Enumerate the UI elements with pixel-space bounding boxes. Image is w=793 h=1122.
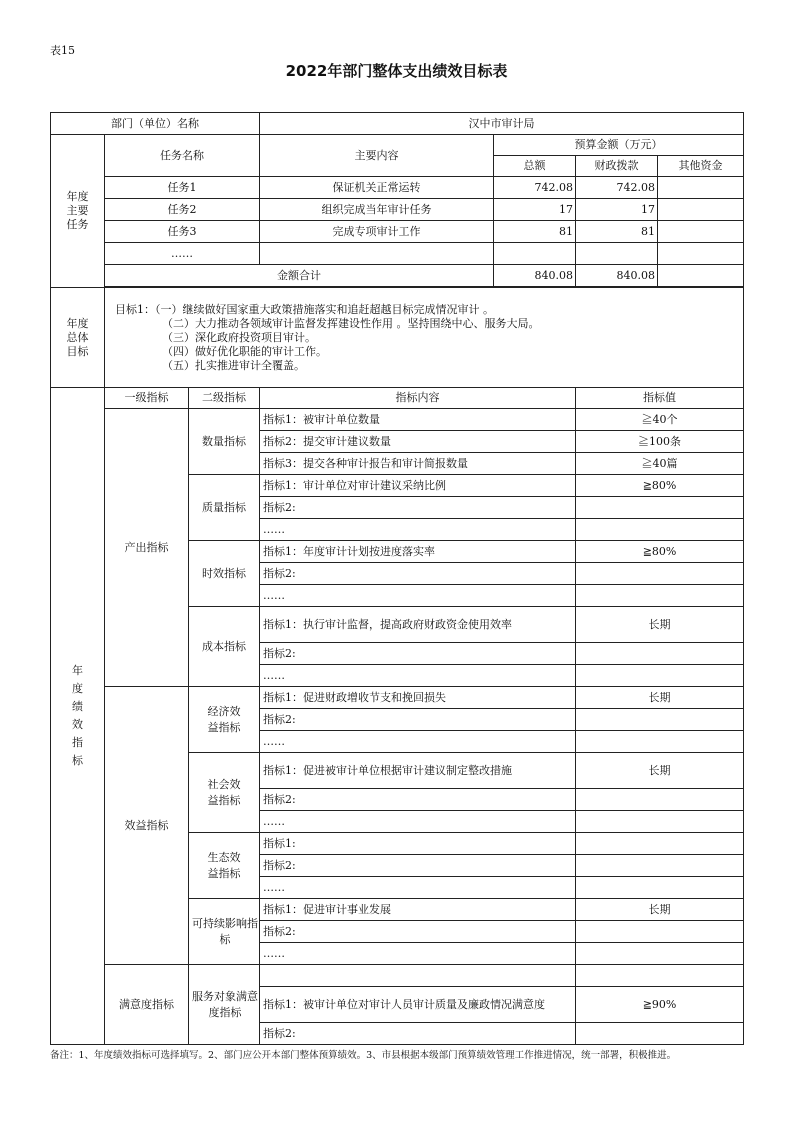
task-name: 任务1 <box>105 177 260 199</box>
social-label: 社会效益指标 <box>189 753 260 833</box>
task-content: 保证机关正常运转 <box>260 177 494 199</box>
indicator-value <box>576 833 744 855</box>
indicator-content: 指标1：促进被审计单位根据审计建议制定整改措施 <box>260 753 576 789</box>
dept-label: 部门（单位）名称 <box>51 113 260 135</box>
indicator-value <box>576 519 744 541</box>
indicator-value <box>576 965 744 987</box>
goal-prefix: 目标1： <box>115 302 155 316</box>
quantity-label: 数量指标 <box>189 409 260 475</box>
indicator-content: 指标1：被审计单位数量 <box>260 409 576 431</box>
task-total: 81 <box>494 221 576 243</box>
indicator-content: …… <box>260 877 576 899</box>
benefit-label: 效益指标 <box>105 687 189 965</box>
performance-target-table <box>50 112 744 1045</box>
task-row <box>51 177 744 199</box>
task-name: 任务3 <box>105 221 260 243</box>
indicator-content: 指标2: <box>260 1023 576 1045</box>
sustainable-label: 可持续影响指标 <box>189 899 260 965</box>
task-other <box>658 221 744 243</box>
goal-item: （一）继续做好国家重大政策措施落实和追赶超越目标完成情况审计 。 <box>155 302 494 316</box>
task-name: 任务2 <box>105 199 260 221</box>
col-fiscal: 财政拨款 <box>576 156 658 177</box>
indicator-content: 指标2: <box>260 643 576 665</box>
indicator-content: 指标3：提交各种审计报告和审计简报数量 <box>260 453 576 475</box>
task-other <box>658 243 744 265</box>
sum-total: 840.08 <box>494 265 576 287</box>
task-fiscal: 17 <box>576 199 658 221</box>
task-row <box>51 243 744 265</box>
indicator-content: 指标2: <box>260 497 576 519</box>
task-row <box>51 221 744 243</box>
col-total: 总额 <box>494 156 576 177</box>
indicator-content: 指标1：执行审计监督，提高政府财政资金使用效率 <box>260 607 576 643</box>
goal-item: （五）扎实推进审计全覆盖。 <box>162 358 305 372</box>
indicator-row <box>51 687 744 709</box>
indicator-row <box>51 965 744 987</box>
col-indicator-content: 指标内容 <box>260 388 576 409</box>
task-total: 17 <box>494 199 576 221</box>
indicator-content: 指标1：审计单位对审计建议采纳比例 <box>260 475 576 497</box>
quality-label: 质量指标 <box>189 475 260 541</box>
indicator-value <box>576 665 744 687</box>
indicator-value <box>576 497 744 519</box>
indicator-content: 指标1：促进审计事业发展 <box>260 899 576 921</box>
indicator-value <box>576 855 744 877</box>
indicator-value: 长期 <box>576 899 744 921</box>
goal-item: （二）大力推动各领域审计监督发挥建设性作用 。坚持围绕中心、服务大局。 <box>162 316 540 330</box>
col-l2: 二级指标 <box>189 388 260 409</box>
col-l1: 一级指标 <box>105 388 189 409</box>
indicator-content: 指标1: <box>260 833 576 855</box>
indicator-content: 指标2: <box>260 855 576 877</box>
ecological-label: 生态效益指标 <box>189 833 260 899</box>
col-task-name: 任务名称 <box>105 135 260 177</box>
indicator-value <box>576 877 744 899</box>
col-task-content: 主要内容 <box>260 135 494 177</box>
indicator-value: ≧40篇 <box>576 453 744 475</box>
indicator-content: …… <box>260 731 576 753</box>
indicator-value <box>576 643 744 665</box>
service-label: 服务对象满意度指标 <box>189 965 260 1045</box>
indicator-value: 长期 <box>576 607 744 643</box>
indicator-row <box>51 409 744 431</box>
economic-label: 经济效益指标 <box>189 687 260 753</box>
indicator-content: 指标2: <box>260 921 576 943</box>
indicator-content: …… <box>260 811 576 833</box>
indicator-value: ≧90% <box>576 987 744 1023</box>
overall-section-label: 年度总体目标 <box>51 288 105 388</box>
indicator-value <box>576 563 744 585</box>
indicator-value: ≧80% <box>576 475 744 497</box>
dept-value: 汉中市审计局 <box>260 113 744 135</box>
sum-other <box>658 265 744 287</box>
task-fiscal <box>576 243 658 265</box>
indicator-content: 指标2: <box>260 563 576 585</box>
page-title: 2022年部门整体支出绩效目标表 <box>285 62 508 80</box>
indicator-value <box>576 789 744 811</box>
task-name: …… <box>105 243 260 265</box>
indicator-content: …… <box>260 943 576 965</box>
indicator-value <box>576 709 744 731</box>
indicator-value: ≧80% <box>576 541 744 563</box>
task-content <box>260 243 494 265</box>
indicator-content: 指标2: <box>260 789 576 811</box>
goal-item: （三）深化政府投资项目审计。 <box>162 330 316 344</box>
goal-item: （四）做好优化职能的审计工作。 <box>162 344 327 358</box>
indicator-value <box>576 1023 744 1045</box>
indicator-value: ≧100条 <box>576 431 744 453</box>
task-sum-row <box>51 265 744 287</box>
indicator-value <box>576 731 744 753</box>
indicator-value <box>576 921 744 943</box>
indicator-value: ≧40个 <box>576 409 744 431</box>
task-total: 742.08 <box>494 177 576 199</box>
indicator-value: 长期 <box>576 687 744 709</box>
task-fiscal: 81 <box>576 221 658 243</box>
col-budget: 预算金额（万元） <box>494 135 744 156</box>
indicator-value <box>576 585 744 607</box>
perf-section-label: 年度绩效指标 <box>51 388 105 1045</box>
task-row <box>51 199 744 221</box>
task-other <box>658 177 744 199</box>
indicator-content <box>260 965 576 987</box>
timeliness-label: 时效指标 <box>189 541 260 607</box>
indicator-content: 指标1：促进财政增收节支和挽回损失 <box>260 687 576 709</box>
indicator-content: …… <box>260 585 576 607</box>
indicator-content: 指标2：提交审计建议数量 <box>260 431 576 453</box>
col-other: 其他资金 <box>658 156 744 177</box>
task-content: 完成专项审计工作 <box>260 221 494 243</box>
indicator-content: …… <box>260 519 576 541</box>
indicator-content: …… <box>260 665 576 687</box>
cost-label: 成本指标 <box>189 607 260 687</box>
col-indicator-value: 指标值 <box>576 388 744 409</box>
indicator-value <box>576 943 744 965</box>
overall-goals <box>105 288 744 388</box>
indicator-content: 指标1：被审计单位对审计人员审计质量及廉政情况满意度 <box>260 987 576 1023</box>
sum-fiscal: 840.08 <box>576 265 658 287</box>
task-content: 组织完成当年审计任务 <box>260 199 494 221</box>
form-number: 表15 <box>50 44 75 57</box>
indicator-content: 指标1：年度审计计划按进度落实率 <box>260 541 576 563</box>
task-total <box>494 243 576 265</box>
sum-label: 金额合计 <box>105 265 494 287</box>
tasks-section-label: 年度主要任务 <box>51 135 105 288</box>
output-label: 产出指标 <box>105 409 189 687</box>
indicator-value <box>576 811 744 833</box>
satisfaction-label: 满意度指标 <box>105 965 189 1045</box>
task-other <box>658 199 744 221</box>
indicator-value: 长期 <box>576 753 744 789</box>
task-fiscal: 742.08 <box>576 177 658 199</box>
indicator-content: 指标2: <box>260 709 576 731</box>
footnote: 备注：1、年度绩效指标可选择填写。2、部门应公开本部门整体预算绩效。3、市县根据本级部门预算绩效管理工作推进情况，统一部署，积极推进。 <box>50 1050 677 1061</box>
